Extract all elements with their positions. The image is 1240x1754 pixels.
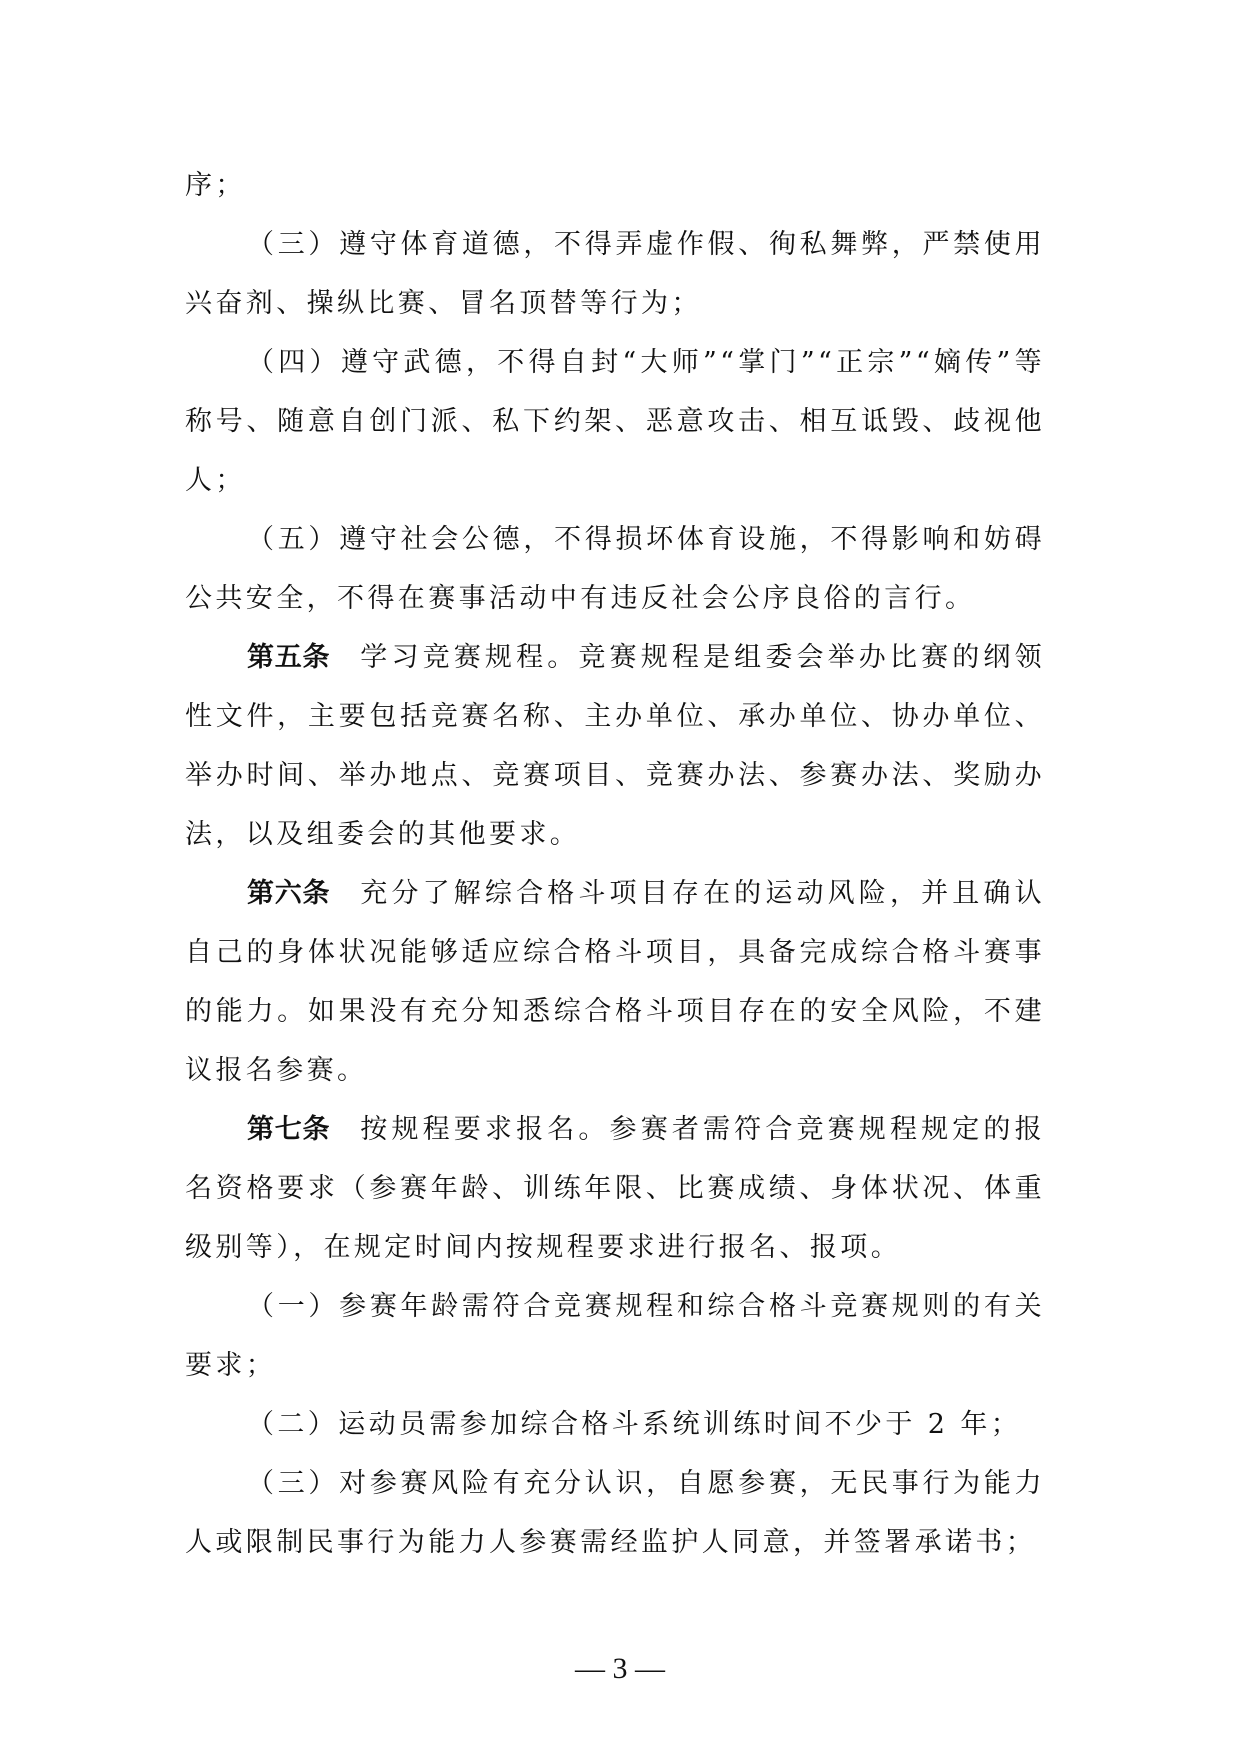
paragraph-text: 学习竞赛规程。竞赛规程是组委会举办比赛的纲领性文件，主要包括竞赛名称、主办单位、承办单位、协办单位、举办时间、举办地点、竞赛项目、竞赛办法、参赛办法、奖励办法，以及组委会的其他要求。 bbox=[185, 642, 1045, 850]
paragraph-item-3-risk bbox=[185, 1454, 1045, 1572]
article-6 bbox=[185, 864, 1045, 1100]
paragraph-text: 序； bbox=[185, 170, 246, 201]
article-heading: 第五条 bbox=[247, 642, 331, 673]
article-heading: 第六条 bbox=[247, 878, 331, 909]
article-5 bbox=[185, 628, 1045, 864]
paragraph-text: （一）参赛年龄需符合竞赛规程和综合格斗竞赛规则的有关要求； bbox=[185, 1291, 1045, 1381]
document-body bbox=[185, 156, 1045, 1572]
paragraph-text: （三）遵守体育道德，不得弄虚作假、徇私舞弊，严禁使用兴奋剂、操纵比赛、冒名顶替等行为； bbox=[185, 229, 1045, 319]
paragraph-continuation bbox=[185, 156, 1045, 215]
paragraph-text: （五）遵守社会公德，不得损坏体育设施，不得影响和妨碍公共安全，不得在赛事活动中有违反社会公序良俗的言行。 bbox=[185, 524, 1045, 614]
page-number: — 3 — bbox=[575, 1652, 665, 1685]
paragraph-item-2-training bbox=[185, 1395, 1045, 1454]
paragraph-item-5-social-ethics bbox=[185, 510, 1045, 628]
paragraph-text: 按规程要求报名。参赛者需符合竞赛规程规定的报名资格要求（参赛年龄、训练年限、比赛成绩、身体状况、体重级别等），在规定时间内按规程要求进行报名、报项。 bbox=[185, 1114, 1045, 1263]
paragraph-text: 充分了解综合格斗项目存在的运动风险，并且确认自己的身体状况能够适应综合格斗项目，具备完成综合格斗赛事的能力。如果没有充分知悉综合格斗项目存在的安全风险，不建议报名参赛。 bbox=[185, 878, 1045, 1086]
paragraph-text: （三）对参赛风险有充分认识，自愿参赛，无民事行为能力人或限制民事行为能力人参赛需经监护人同意，并签署承诺书； bbox=[185, 1468, 1045, 1558]
paragraph-text: （四）遵守武德，不得自封“大师”“掌门”“正宗”“嫡传”等称号、随意自创门派、私下约架、恶意攻击、相互诋毁、歧视他人； bbox=[185, 347, 1045, 496]
paragraph-item-1-age bbox=[185, 1277, 1045, 1395]
paragraph-item-3-sportsmanship bbox=[185, 215, 1045, 333]
paragraph-item-4-martial-ethics bbox=[185, 333, 1045, 510]
article-7 bbox=[185, 1100, 1045, 1277]
paragraph-text: （二）运动员需参加综合格斗系统训练时间不少于 2 年； bbox=[247, 1409, 1022, 1440]
article-heading: 第七条 bbox=[247, 1114, 331, 1145]
